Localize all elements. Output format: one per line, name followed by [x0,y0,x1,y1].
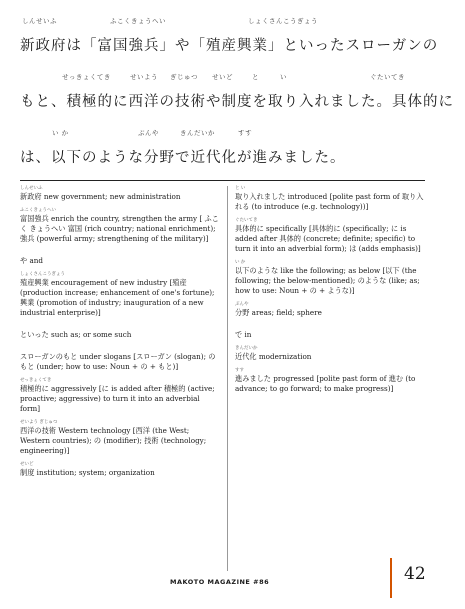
entry-text: で in [235,330,252,339]
entry-furigana: せいよう ぎじゅつ [20,420,58,425]
furigana: しんせいふ [22,17,57,25]
furigana: すす [238,129,253,137]
entry-text: 制度 institution; system; organization [20,468,155,477]
entry-text: 近代化 modernization [235,352,312,361]
furigana: せいど [212,73,233,81]
entry-furigana: しょくさんこうぎょう [20,272,65,277]
glossary-entry [235,302,425,318]
body-line [20,126,445,182]
body-line [20,70,454,126]
furigana: い か [52,129,69,137]
page-number-box [390,558,447,598]
furigana: きんだいか [180,129,215,137]
entry-text: 進みました progressed [polite past form of 進む (to advance; to go forward; to make progress)] [235,374,416,393]
furigana: ふこくきょうへい [110,17,166,25]
glossary-entry [20,378,220,414]
glossary-entry [235,186,425,212]
footer-text: MAKOTO MAGAZINE #86 [170,578,270,586]
glossary-entry [235,368,425,394]
entry-text: 積極的に aggressively [に is added after 積極的 (active; proactive; aggressive) to turn it into an adverbial form] [20,384,215,413]
furigana: しょくさんこうぎょう [248,17,318,25]
entry-furigana: ふこくきょうへい [20,208,56,213]
entry-text: 新政府 new government; new administration [20,192,181,201]
entry-furigana: い か [235,260,246,265]
glossary-entry [235,324,425,340]
glossary-entry [20,324,220,340]
entry-furigana: せいど [20,462,34,467]
entry-furigana: すす [235,368,245,373]
furigana: と [252,73,259,81]
body-text: は、以下のような分野で近代化が進みました。 [20,150,346,166]
entry-text: や and [20,256,43,265]
body-text: もと、積極的に西洋の技術や制度を取り入れました。具体的に [20,94,454,110]
glossary-entry [235,218,425,254]
body-text: 新政府は「富国強兵」や「殖産興業」といったスローガンの [20,38,439,54]
furigana: い [280,73,287,81]
column-divider [227,186,228,571]
furigana: ぐたいてき [370,73,405,81]
page-number: 42 [404,564,426,584]
divider-rule [20,180,425,181]
entry-text: 取り入れました introduced [polite past form of 取り入れる (to introduce (e.g. technology))] [235,192,424,211]
entry-text: スローガンのもと under slogans [スローガン (slogan); のもと (under; how to use: Noun + の + もと)] [20,352,216,371]
glossary-entry [20,186,220,202]
glossary-right-column [235,186,425,400]
glossary-entry [20,420,220,456]
glossary-left-column [20,186,220,484]
main-text [20,14,454,182]
glossary-entry [20,208,220,244]
entry-furigana: せっきょくてき [20,378,52,383]
glossary-entry [20,462,220,478]
entry-furigana: しんせいふ [20,186,43,191]
glossary-entry [20,250,220,266]
furigana: ぶんや [138,129,159,137]
glossary-entry [235,346,425,362]
entry-text: といった such as; or some such [20,330,132,339]
glossary-entry [20,272,220,318]
entry-text: 具体的に specifically [具体的に (specifically; に is added after 具体的 (concrete; definite; specific) to turn it into an adverbial form); は (adds emphasis)] [235,224,421,253]
entry-text: 殖産興業 encouragement of new industry [殖産 (production increase; enhancement of one's fortune); 興業 (promotion of industry; inauguration of a new industrial enterprise)] [20,278,215,317]
entry-furigana: きんだいか [235,346,258,351]
body-line [20,14,445,70]
furigana: ぎじゅつ [170,73,198,81]
glossary-entry [235,260,425,296]
entry-text: 富国強兵 enrich the country, strengthen the army [ ふこく きょうへい 富国 (rich country; national enrichment); 強兵 (powerful army; strengthening of the military)] [20,214,219,243]
glossary-entry [20,346,220,372]
entry-text: 西洋の技術 Western technology [西洋 (the West; Western countries); の (modifier); 技術 (technology; engineering)] [20,426,207,455]
entry-furigana: ぐたいてき [235,218,258,223]
furigana: せいよう [130,73,158,81]
entry-furigana: と い [235,186,246,191]
furigana: せっきょくてき [62,73,111,81]
entry-text: 以下のような like the following; as below [以下 (the following; the below-mentioned); のような (like; as; how to use: Noun + の + ような)] [235,266,420,295]
entry-furigana: ぶんや [235,302,249,307]
entry-text: 分野 areas; field; sphere [235,308,322,317]
